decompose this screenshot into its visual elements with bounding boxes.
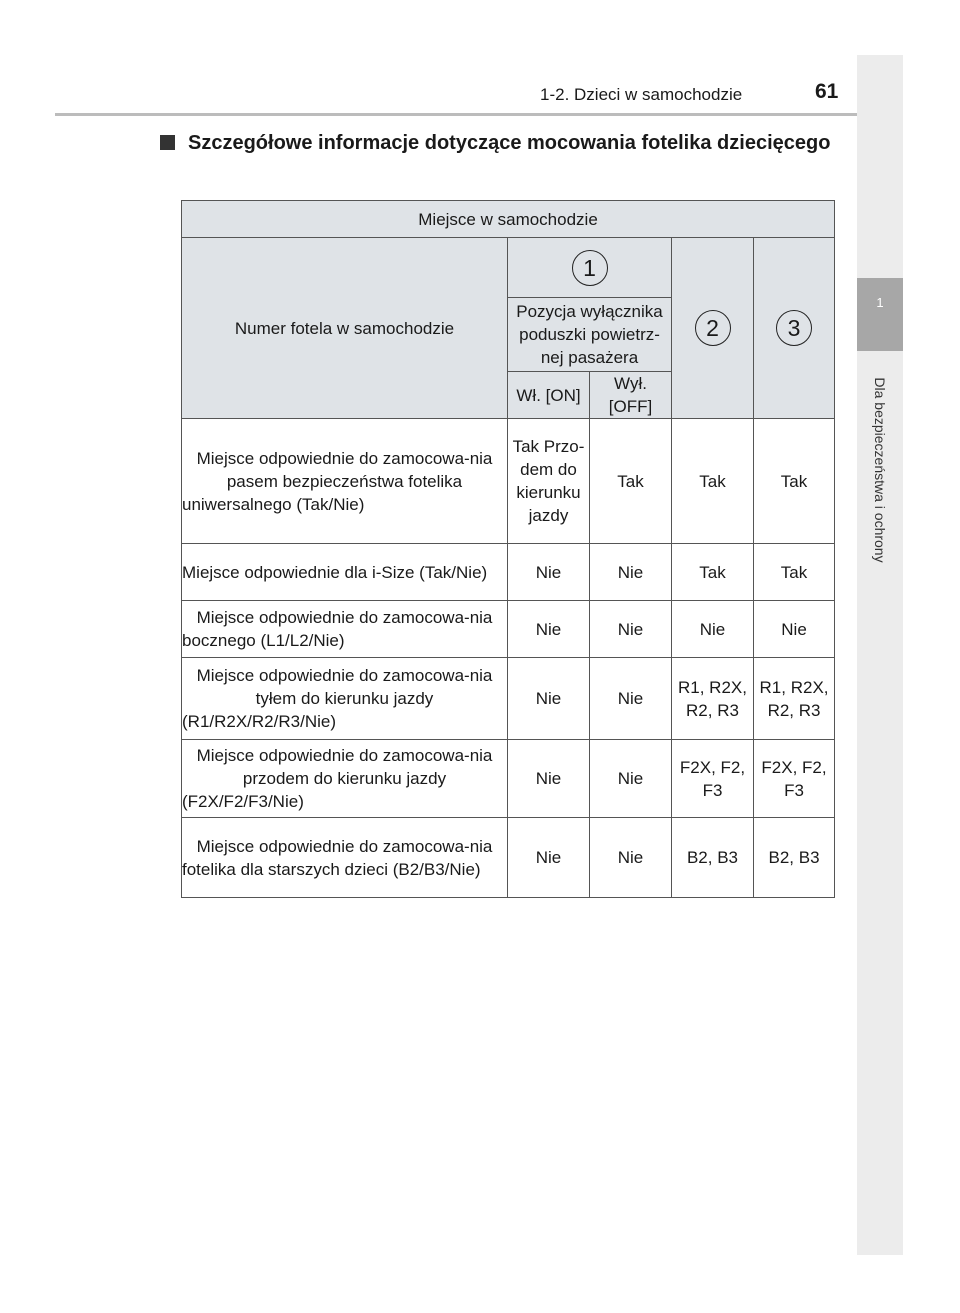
section-title: 1-2. Dzieci w samochodzie bbox=[540, 85, 743, 104]
airbag-switch-label: Pozycja wyłącznika poduszki powietrz-nej pasażera bbox=[508, 298, 672, 372]
seat-number-label: Numer fotela w samochodzie bbox=[182, 238, 508, 419]
airbag-off-label: Wył. [OFF] bbox=[590, 372, 672, 419]
row-label: Miejsce odpowiednie dla i-Size (Tak/Nie) bbox=[182, 544, 508, 601]
table-row bbox=[182, 544, 835, 601]
page-number: 61 bbox=[815, 80, 839, 103]
heading-text: Szczegółowe informacje dotyczące mocowania fotelika dziecięcego bbox=[188, 132, 831, 154]
cell-airbag-on: Nie bbox=[508, 818, 590, 898]
side-strip bbox=[857, 55, 903, 1255]
cell-seat-2: Nie bbox=[672, 601, 754, 658]
cell-airbag-off: Nie bbox=[590, 658, 672, 740]
header-divider bbox=[55, 113, 903, 116]
cell-airbag-off: Tak bbox=[590, 419, 672, 544]
table-top-header: Miejsce w samochodzie bbox=[182, 201, 835, 238]
cell-airbag-on: Nie bbox=[508, 658, 590, 740]
cell-seat-2: F2X, F2, F3 bbox=[672, 740, 754, 818]
cell-seat-2: Tak bbox=[672, 544, 754, 601]
cell-airbag-on: Nie bbox=[508, 544, 590, 601]
row-label: Miejsce odpowiednie do zamocowa-nia bocznego (L1/L2/Nie) bbox=[182, 601, 508, 658]
cell-seat-2: B2, B3 bbox=[672, 818, 754, 898]
square-bullet-icon bbox=[160, 135, 175, 150]
row-label: Miejsce odpowiednie do zamocowa-nia przodem do kierunku jazdy (F2X/F2/F3/Nie) bbox=[182, 740, 508, 818]
cell-seat-2: R1, R2X, R2, R3 bbox=[672, 658, 754, 740]
child-seat-table bbox=[181, 200, 835, 898]
cell-airbag-on: Tak Przo-dem do kierunku jazdy bbox=[508, 419, 590, 544]
section-heading bbox=[188, 130, 834, 157]
cell-seat-3: F2X, F2, F3 bbox=[754, 740, 835, 818]
table-row bbox=[182, 419, 835, 544]
cell-airbag-off: Nie bbox=[590, 818, 672, 898]
chapter-number: 1 bbox=[876, 295, 884, 310]
cell-seat-3: Nie bbox=[754, 601, 835, 658]
row-label: Miejsce odpowiednie do zamocowa-nia fotelika dla starszych dzieci (B2/B3/Nie) bbox=[182, 818, 508, 898]
cell-airbag-on: Nie bbox=[508, 740, 590, 818]
cell-seat-3: R1, R2X, R2, R3 bbox=[754, 658, 835, 740]
cell-seat-3: B2, B3 bbox=[754, 818, 835, 898]
seat-2-header bbox=[672, 238, 754, 419]
seat-1-number: 1 bbox=[572, 250, 608, 286]
cell-airbag-off: Nie bbox=[590, 740, 672, 818]
seat-3-header bbox=[754, 238, 835, 419]
seat-2-number: 2 bbox=[695, 310, 731, 346]
table-row bbox=[182, 658, 835, 740]
cell-airbag-off: Nie bbox=[590, 601, 672, 658]
table-row bbox=[182, 601, 835, 658]
chapter-tab bbox=[857, 278, 903, 351]
airbag-on-label: Wł. [ON] bbox=[508, 372, 590, 419]
cell-airbag-off: Nie bbox=[590, 544, 672, 601]
chapter-title: Dla bezpieczeństwa i ochrony bbox=[872, 377, 888, 563]
seat-1-header bbox=[508, 238, 672, 298]
table-row bbox=[182, 740, 835, 818]
cell-airbag-on: Nie bbox=[508, 601, 590, 658]
row-label: Miejsce odpowiednie do zamocowa-nia pasem bezpieczeństwa fotelika uniwersalnego (Tak/Nie) bbox=[182, 419, 508, 544]
cell-seat-3: Tak bbox=[754, 419, 835, 544]
seat-3-number: 3 bbox=[776, 310, 812, 346]
table-row bbox=[182, 818, 835, 898]
row-label: Miejsce odpowiednie do zamocowa-nia tyłem do kierunku jazdy (R1/R2X/R2/R3/Nie) bbox=[182, 658, 508, 740]
cell-seat-2: Tak bbox=[672, 419, 754, 544]
cell-seat-3: Tak bbox=[754, 544, 835, 601]
